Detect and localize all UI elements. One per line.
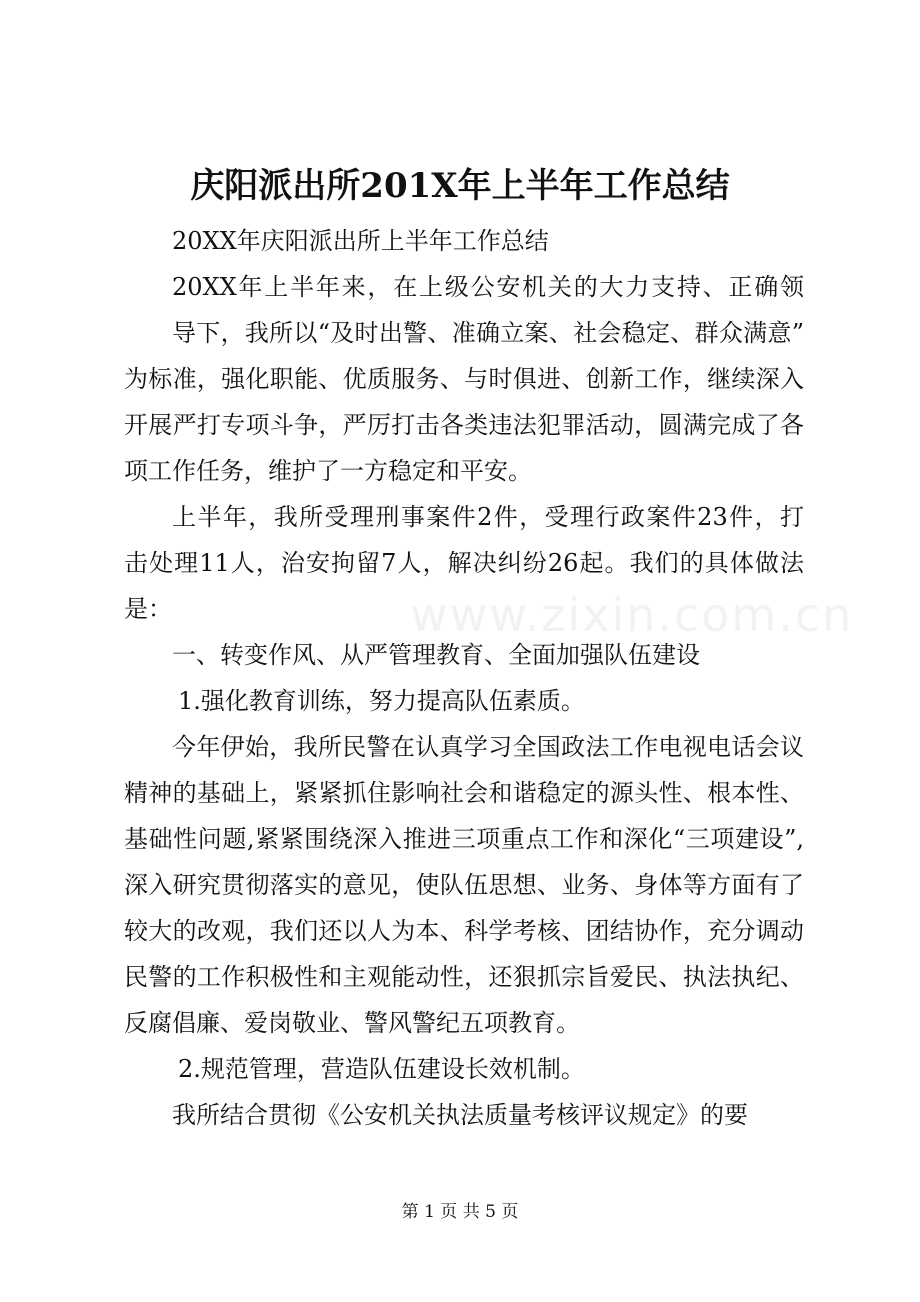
paragraph-line: 导下，我所以“及时出警、准确立案、社会稳定、群众满意” [172, 319, 804, 347]
paragraph-line: 上半年，我所受理刑事案件2件，受理行政案件23件，打 [172, 503, 804, 531]
section-heading: 一、转变作风、从严管理教育、全面加强队伍建设 [172, 641, 700, 669]
document-title: 庆阳派出所201X年上半年工作总结 [190, 166, 730, 206]
paragraph-line: 击处理11人，治安拘留7人，解决纠纷26起。我们的具体做法 [124, 549, 804, 577]
document-body [124, 218, 804, 1138]
paragraph-line: 是： [124, 595, 172, 623]
paragraph-line: 20XX年上半年来，在上级公安机关的大力支持、正确领 [172, 273, 804, 301]
paragraph-line: 精神的基础上，紧紧抓住影响社会和谐稳定的源头性、根本性、 [124, 779, 804, 807]
paragraph-line: 较大的改观，我们还以人为本、科学考核、团结协作，充分调动 [124, 917, 804, 945]
watermark: www.zixin.com.cn [410, 588, 854, 642]
paragraph-line: 我所结合贯彻《公安机关执法质量考核评议规定》的要 [172, 1101, 748, 1129]
paragraph-line: 基础性问题,紧紧围绕深入推进三项重点工作和深化“三项建设”, [124, 825, 804, 853]
paragraph-line: 深入研究贯彻落实的意见，使队伍思想、业务、身体等方面有了 [124, 871, 804, 899]
subsection-heading: 2.规范管理，营造队伍建设长效机制。 [178, 1055, 585, 1083]
paragraph-line: 反腐倡廉、爱岗敬业、警风警纪五项教育。 [124, 1009, 580, 1037]
paragraph-line: 开展严打专项斗争，严厉打击各类违法犯罪活动，圆满完成了各 [124, 411, 804, 439]
subsection-heading: 1.强化教育训练，努力提高队伍素质。 [178, 687, 585, 715]
paragraph-line: 项工作任务，维护了一方稳定和平安。 [124, 457, 532, 485]
paragraph-line: 为标准，强化职能、优质服务、与时俱进、创新工作，继续深入 [124, 365, 804, 393]
paragraph-line: 20XX年庆阳派出所上半年工作总结 [172, 227, 549, 255]
page-number: 第 1 页 共 5 页 [401, 1202, 519, 1222]
paragraph-line: 今年伊始，我所民警在认真学习全国政法工作电视电话会议 [172, 733, 804, 761]
paragraph-line: 民警的工作积极性和主观能动性，还狠抓宗旨爱民、执法执纪、 [124, 963, 804, 991]
